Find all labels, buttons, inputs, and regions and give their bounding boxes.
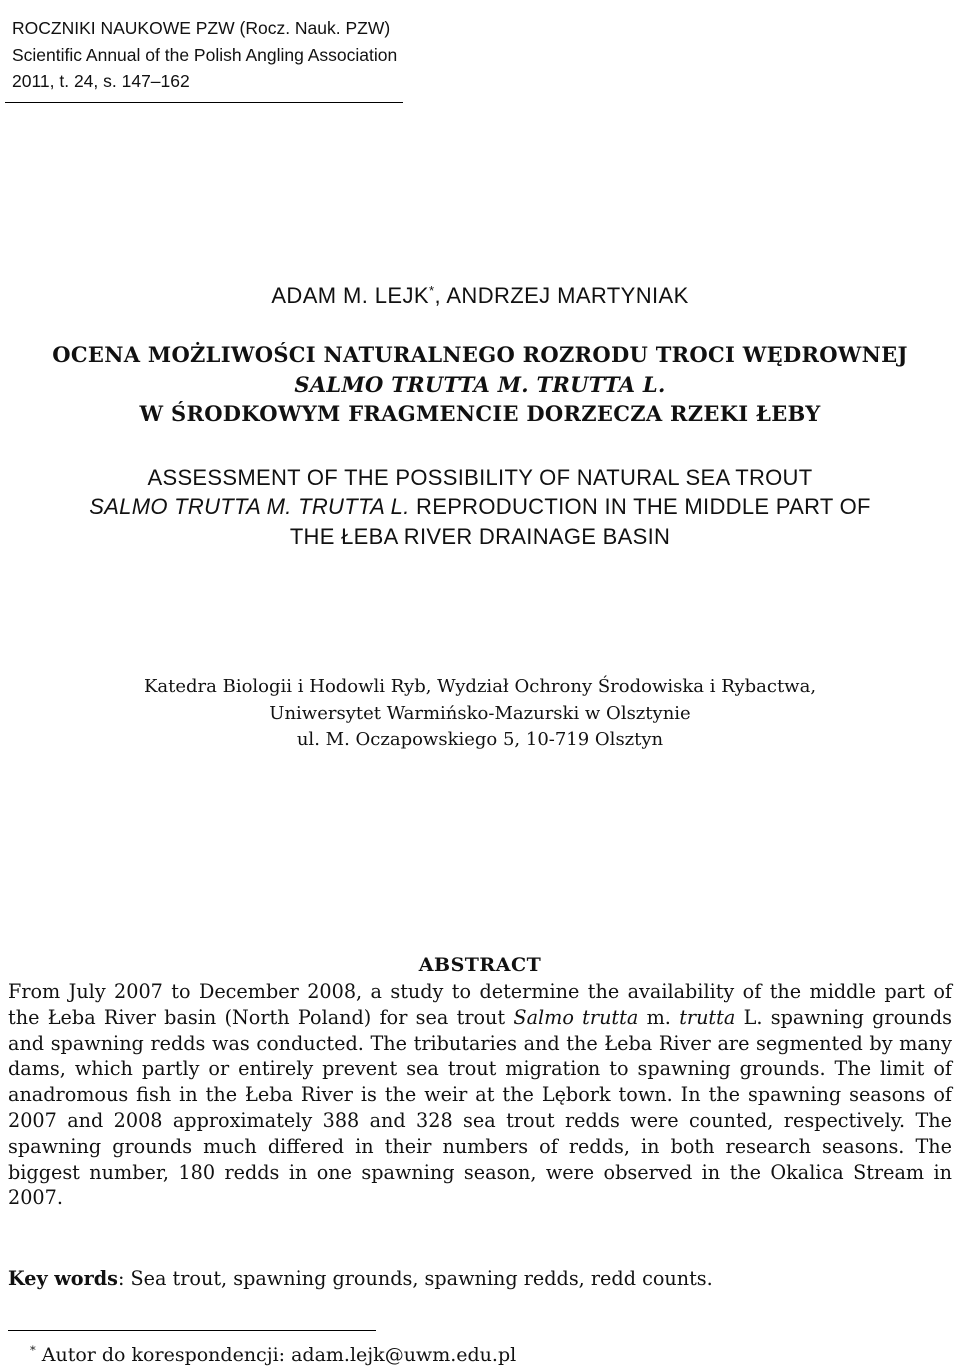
abstract-text-2: m. [638, 1005, 680, 1029]
footnote-text: Autor do korespondencji: adam.lejk@uwm.edu.pl [35, 1344, 517, 1366]
footnote-mark: * [30, 1343, 36, 1358]
abstract-paragraph [8, 979, 952, 1211]
abstract-body [8, 979, 952, 1211]
affiliation-university: Uniwersytet Warmińsko-Mazurski w Olsztynie [269, 703, 691, 724]
header-rule [5, 102, 403, 103]
journal-name-en: Scientific Annual of the Polish Angling Association [12, 45, 398, 65]
abstract-text-1: From July 2007 to December 2008, a study to determine the availability of the middle part of the Łeba River basin (North Poland) for sea trout [8, 980, 952, 1029]
title-en-species: SALMO TRUTTA M. TRUTTA L. [89, 494, 410, 519]
author-separator: , [434, 283, 442, 308]
title-pl-line-1: OCENA MOŻLIWOŚCI NATURALNEGO ROZRODU TROCI WĘDROWNEJ [52, 342, 908, 367]
keywords-text: : Sea trout, spawning grounds, spawning redds, redd counts. [117, 1267, 713, 1290]
abstract-species-genus: Salmo trutta [513, 1005, 639, 1029]
abstract-text-3: L. spawning grounds and spawning redds was conducted. The tributaries and the Łeba River are segmented by many dams, which partly or entirely prevent sea trout migration to spawning grounds. The limit of anadromous fish in the Łeba River is the weir at the Lębork town. In the spawning seasons of 2007 and 2008 approximately 388 and 328 sea trout redds were counted, respectively. The spawning grounds much differed in their numbers of redds, in both research seasons. The biggest number, 180 redds in one spawning season, were observed in the Okalica Stream in 2007. [8, 1005, 952, 1210]
journal-name-pl: ROCZNIKI NAUKOWE PZW (Rocz. Nauk. PZW) [12, 18, 391, 38]
keywords-label: Key words [8, 1267, 118, 1290]
title-pl-line-3: W ŚRODKOWYM FRAGMENCIE DORZECZA RZEKI ŁEBY [139, 401, 821, 426]
authors-line [0, 283, 960, 309]
title-en-line-2-rest: REPRODUCTION IN THE MIDDLE PART OF [416, 494, 871, 519]
author-martyniak: ANDRZEJ MARTYNIAK [446, 283, 689, 308]
corresponding-author-mark: * [428, 283, 435, 299]
footnote [30, 1344, 516, 1366]
journal-volume-pages: 2011, t. 24, s. 147–162 [12, 71, 190, 91]
title-en-line-3: THE ŁEBA RIVER DRAINAGE BASIN [289, 524, 671, 549]
keywords-line [8, 1267, 713, 1290]
abstract-species-sub: trutta [679, 1005, 736, 1029]
author-lejk: ADAM M. LEJK [271, 283, 429, 308]
affiliation-department: Katedra Biologii i Hodowli Ryb, Wydział Ochrony Środowiska i Rybactwa, [143, 676, 817, 697]
title-en-line-2 [0, 494, 960, 520]
title-en-line-1: ASSESSMENT OF THE POSSIBILITY OF NATURAL SEA TROUT [147, 465, 813, 490]
abstract-heading: ABSTRACT [418, 954, 542, 976]
affiliation-address: ul. M. Oczapowskiego 5, 10-719 Olsztyn [296, 729, 664, 750]
footnote-rule [8, 1330, 376, 1331]
title-pl-species: SALMO TRUTTA M. TRUTTA L. [294, 372, 666, 397]
